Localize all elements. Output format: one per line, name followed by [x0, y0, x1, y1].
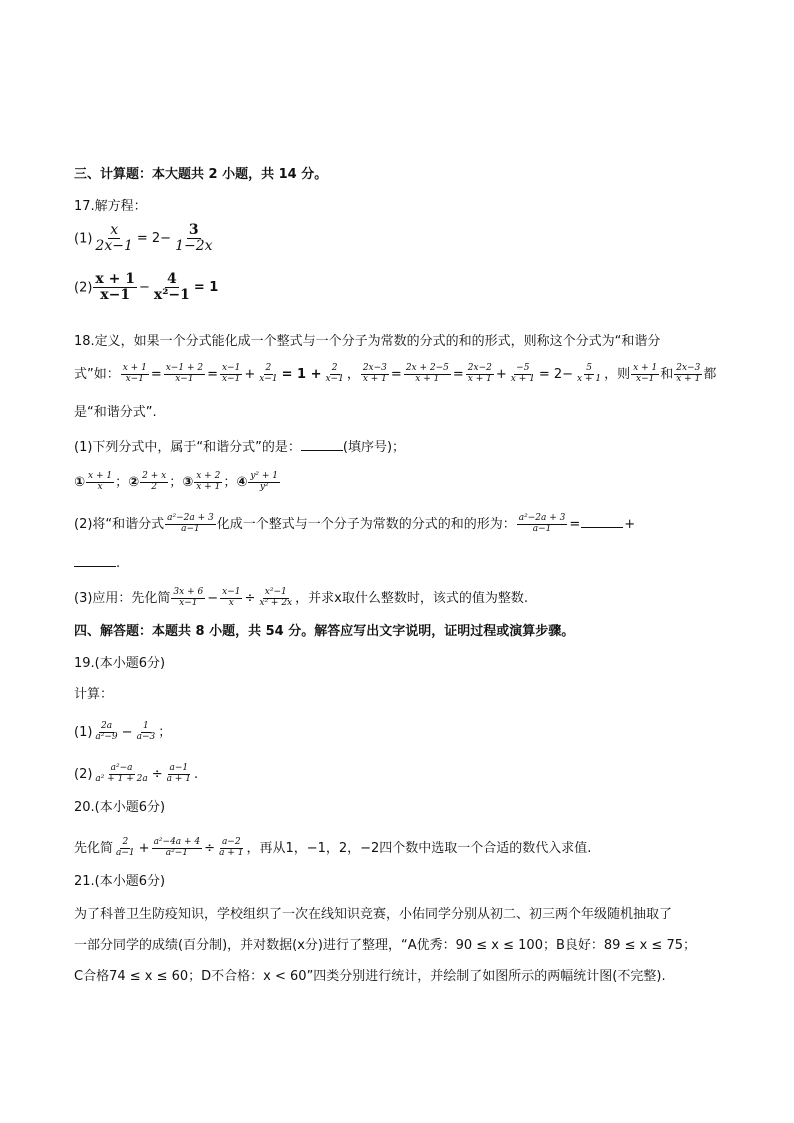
fraction: $\frac{x + 1}{x-1}$ — [122, 363, 147, 384]
fraction: $\frac{5}{x + 1}$ — [577, 363, 602, 384]
fraction: $\frac{\text{a²−2a + 3}}{a-1}$ — [518, 513, 566, 534]
answer-blank[interactable] — [581, 515, 623, 528]
fraction: $\frac{\text{x²−1}}{\text{x² + 2x}}$ — [259, 587, 293, 608]
q18-line2: 式”如： $\frac{x + 1}{x-1}$ = $\frac{x-1 + 2}{x-1}$ = $\frac{x-1}{x-1}$ + $\frac{2}{x-1}$ = 1 + $\frac{2}{x-1}$ ， $\frac{2x-3}{x + 1}$ = $\frac{2x + 2-5}{x + 1}$ = $\frac{2x-2}{x + 1}$ + $\frac{-5}{x + 1}$ = 2− $\frac{5}{x + 1}$ ，则 $\frac{x + 1}{x-1}$ 和 $\frac{2x-3}{x + 1}$ 都 — [74, 363, 717, 384]
fraction: $\frac{1}{a-3}$ — [136, 721, 156, 742]
fraction: $\frac{-5}{x + 1}$ — [510, 363, 535, 384]
q21-line1: 为了科普卫生防疫知识，学校组织了一次在线知识竞赛，小佑同学分别从初二、初三两个年级随机抽取了 — [74, 907, 673, 922]
q17-part1: (1) $\frac{x}{2x-1}$ = 2− $\frac{3}{1-2x}$ — [74, 222, 213, 255]
q18-sub3: (3)应用：先化简 $\frac{3x + 6}{x-1}$ − $\frac{x-1}{x}$ ÷ $\frac{\text{x²−1}}{\text{x² + 2x}}$ ，并求x取什么整数时，该式的值为整数. — [74, 587, 528, 608]
fraction: $\frac{x}{2x-1}$ — [95, 222, 133, 255]
fraction: $\frac{2}{a-1}$ — [116, 837, 135, 858]
fraction: $\frac{a-1}{a + 1}$ — [166, 763, 192, 784]
q21-line3: C合格74 ≤ x ≤ 60；D不合格：x < 60”四类分别进行统计，并绘制了如图所示的两幅统计图(不完整). — [74, 969, 666, 984]
q20-head: 20.(本小题6分) — [74, 800, 166, 815]
q17-head: 17.解方程： — [74, 199, 147, 214]
q21-head: 21.(本小题6分) — [74, 874, 166, 889]
fraction: $\frac{x-1}{x-1}$ — [221, 363, 241, 384]
fraction: $\frac{2}{x-1}$ — [259, 363, 278, 384]
q18-options: ① $\frac{x + 1}{x}$ ；② $\frac{2 + x}{2}$ ；③ $\frac{x + 2}{x + 1}$ ；④ $\frac{\text{y² + 1}}{\text{y²}}$ — [74, 471, 279, 492]
q18-line3: 是“和谐分式”. — [74, 405, 157, 420]
q18-sub2-cont: . — [74, 554, 120, 573]
fraction: $\frac{4}{\text{x²−1}}$ — [153, 271, 190, 304]
fraction: $\frac{x + 2}{x + 1}$ — [196, 471, 221, 492]
q19-head: 19.(本小题6分) — [74, 656, 166, 671]
fraction: $\frac{a-2}{a + 1}$ — [219, 837, 244, 858]
answer-blank[interactable] — [74, 554, 116, 567]
fraction: $\frac{2x-3}{x + 1}$ — [676, 363, 701, 384]
q21-line2: 一部分同学的成绩(百分制)，并对数据(x分)进行了整理，“A优秀：90 ≤ x ≤ 100；B良好：89 ≤ x ≤ 75； — [74, 938, 696, 953]
fraction: $\frac{x + 1}{x}$ — [88, 471, 113, 492]
fraction: $\frac{3x + 6}{x-1}$ — [173, 587, 204, 608]
section-3-title: 三、计算题：本大题共 2 小题，共 14 分。 — [74, 167, 328, 182]
fraction: $\frac{2 + x}{2}$ — [142, 471, 167, 492]
fraction: $\frac{2x-2}{x + 1}$ — [467, 363, 492, 384]
fraction: $\frac{\text{a²−2a + 3}}{a-1}$ — [167, 513, 214, 534]
fraction: $\frac{2a}{\text{a²−9}}$ — [95, 721, 118, 742]
answer-blank[interactable] — [301, 438, 343, 451]
q20-body: 先化简 $\frac{2}{a-1}$ + $\frac{\text{a²−4a + 4}}{\text{a²−1}}$ ÷ $\frac{a-2}{a + 1}$ ，再从1，−1，2，−2四个数中选取一个合适的数代入求值. — [74, 837, 592, 858]
fraction: $\frac{2x + 2-5}{x + 1}$ — [405, 363, 449, 384]
section-4-title: 四、解答题：本题共 8 小题，共 54 分。解答应写出文字说明，证明过程或演算步骤。 — [74, 624, 575, 639]
fraction: $\frac{2}{x-1}$ — [325, 363, 344, 384]
fraction: $\frac{\text{y² + 1}}{\text{y²}}$ — [250, 471, 279, 492]
fraction: $\frac{\text{a²−4a + 4}}{\text{a²−1}}$ — [153, 837, 201, 858]
fraction: $\frac{2x-3}{x + 1}$ — [362, 363, 387, 384]
fraction: $\frac{x-1 + 2}{x-1}$ — [165, 363, 204, 384]
q18-sub1: (1)下列分式中，属于“和谐分式”的是： (填序号)； — [74, 440, 406, 455]
q18-sub2: (2)将“和谐分式 $\frac{\text{a²−2a + 3}}{a-1}$ 化成一个整式与一个分子为常数的分式的和的形为： $\frac{\text{a²−2a + 3}}{a-1}$ = + — [74, 513, 636, 534]
q19-part1: (1) $\frac{2a}{\text{a²−9}}$ − $\frac{1}{a-3}$ ； — [74, 721, 172, 742]
q17-part2: (2) $\frac{x + 1}{x-1}$ − $\frac{4}{\text{x²−1}}$ = 1 — [74, 271, 219, 304]
fraction: $\frac{x + 1}{x-1}$ — [95, 271, 135, 304]
fraction: $\frac{x + 1}{x-1}$ — [633, 363, 658, 384]
fraction: $\frac{\text{a²−a}}{\text{a² + 1 + 2a}}$ — [95, 763, 148, 784]
fraction: $\frac{3}{1-2x}$ — [175, 222, 213, 255]
q18-line1: 18.定义，如果一个分式能化成一个整式与一个分子为常数的分式的和的形式，则称这个分式为“和谐分 — [74, 334, 661, 349]
fraction: $\frac{x-1}{x}$ — [222, 587, 241, 608]
q19-part2: (2) $\frac{\text{a²−a}}{\text{a² + 1 + 2a}}$ ÷ $\frac{a-1}{a + 1}$ . — [74, 763, 199, 784]
q19-calc: 计算： — [74, 687, 114, 702]
